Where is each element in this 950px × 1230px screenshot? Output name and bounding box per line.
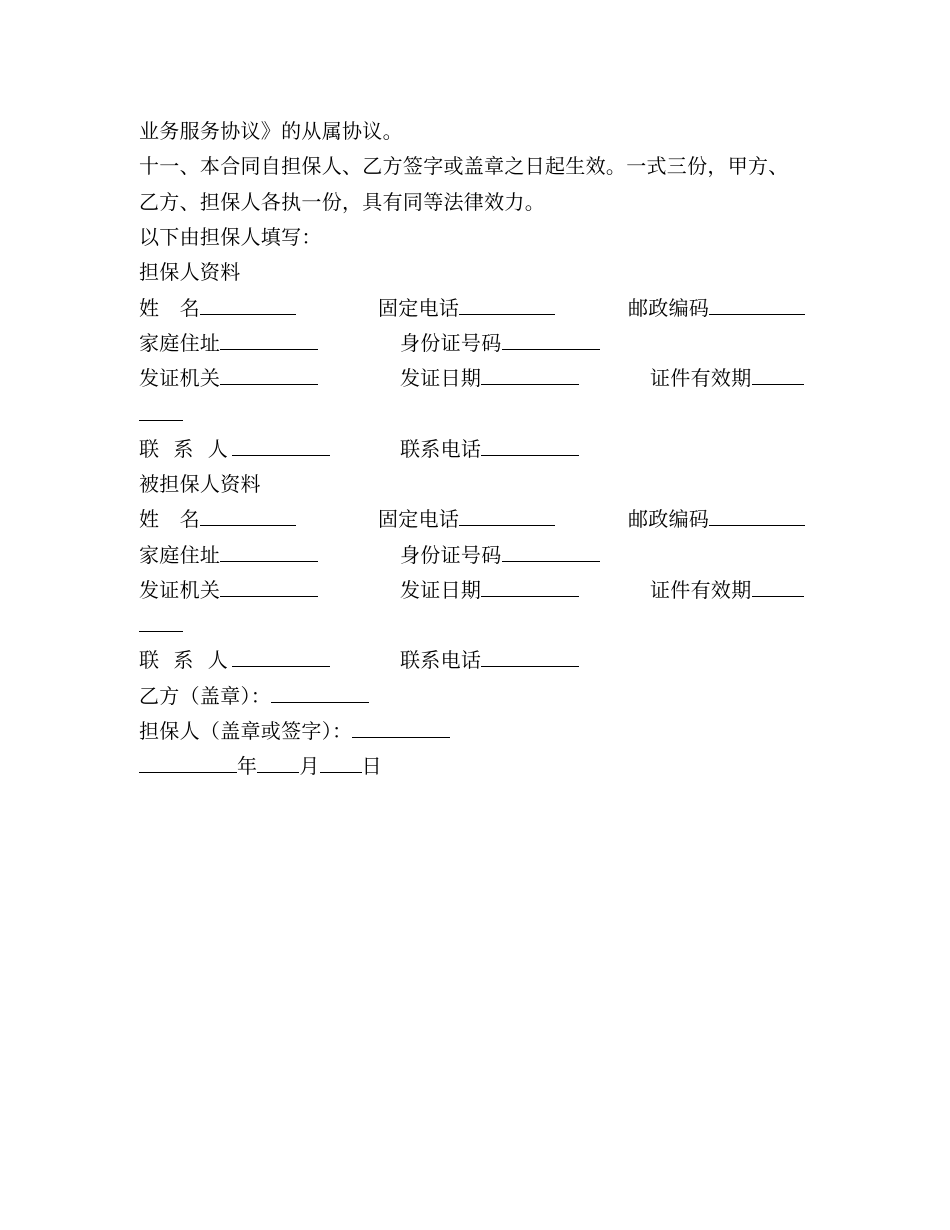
guarantor-id-blank[interactable]: [502, 331, 600, 350]
clause-11-line-1: [139, 154, 789, 178]
guarantor-name-field: [139, 296, 296, 320]
guaranteed-issuer-label: 发证机关: [139, 578, 221, 602]
guaranteed-contact-phone-blank[interactable]: [481, 648, 579, 667]
guarantor-postcode-field: [628, 296, 805, 320]
guarantor-heading-text: 担保人资料: [139, 260, 241, 284]
guarantor-validity-field: [650, 366, 804, 390]
guaranteed-validity-blank[interactable]: [752, 578, 804, 597]
guarantor-address-label: 家庭住址: [139, 331, 221, 355]
clause-11-line-2: [139, 190, 545, 214]
guaranteed-contact-phone-field: [400, 648, 579, 672]
guaranteed-heading-text: 被担保人资料: [139, 472, 261, 496]
guarantor-landline-field: [378, 296, 555, 320]
guaranteed-contact-field: [139, 648, 330, 672]
guarantor-issue-date-label: 发证日期: [400, 366, 482, 390]
guarantor-issuer-label: 发证机关: [139, 366, 221, 390]
guaranteed-validity-overflow: [139, 613, 183, 637]
guarantor-heading: [139, 260, 241, 284]
guaranteed-name-label: 姓 名: [139, 507, 200, 531]
guarantor-validity-blank-cont[interactable]: [139, 402, 183, 421]
guarantor-issuer-field: [139, 366, 318, 390]
clause-11-text-2: 乙方、担保人各执一份，具有同等法律效力。: [139, 190, 545, 214]
guaranteed-landline-field: [378, 507, 555, 531]
guaranteed-issuer-field: [139, 578, 318, 602]
continuation-text: 业务服务协议》的从属协议。: [139, 119, 403, 143]
guaranteed-validity-field: [650, 578, 804, 602]
guarantor-validity-overflow: [139, 402, 183, 426]
clause-11-text-1: 十一、本合同自担保人、乙方签字或盖章之日起生效。一式三份，甲方、: [139, 154, 789, 178]
guaranteed-postcode-label: 邮政编码: [628, 507, 710, 531]
guarantor-validity-blank[interactable]: [752, 366, 804, 385]
guarantor-postcode-blank[interactable]: [709, 296, 805, 315]
guarantor-address-blank[interactable]: [220, 331, 318, 350]
guarantor-sign-label: 担保人（盖章或签字）：: [139, 719, 353, 743]
guaranteed-validity-blank-cont[interactable]: [139, 613, 183, 632]
party-b-seal-label: 乙方（盖章）：: [139, 684, 272, 708]
guarantor-name-blank[interactable]: [200, 296, 296, 315]
date-month-label: 月: [299, 754, 320, 778]
guaranteed-contact-phone-label: 联系电话: [400, 648, 482, 672]
guarantor-sign-field: [139, 719, 450, 743]
guaranteed-name-field: [139, 507, 296, 531]
continuation-line: [139, 119, 403, 143]
guarantor-landline-blank[interactable]: [459, 296, 555, 315]
fill-note-text: 以下由担保人填写：: [139, 225, 322, 249]
guaranteed-id-field: [400, 543, 600, 567]
guaranteed-landline-label: 固定电话: [378, 507, 460, 531]
guaranteed-issue-date-blank[interactable]: [481, 578, 579, 597]
party-b-seal-blank[interactable]: [271, 684, 369, 703]
guarantor-landline-label: 固定电话: [378, 296, 460, 320]
guaranteed-address-blank[interactable]: [220, 543, 318, 562]
guaranteed-landline-blank[interactable]: [459, 507, 555, 526]
guarantor-name-label: 姓 名: [139, 296, 200, 320]
guaranteed-name-blank[interactable]: [200, 507, 296, 526]
fill-note: [139, 225, 322, 249]
guaranteed-contact-label: 联 系 人: [139, 648, 232, 672]
guaranteed-validity-label: 证件有效期: [650, 578, 752, 602]
guarantor-issuer-blank[interactable]: [220, 366, 318, 385]
guaranteed-heading: [139, 472, 261, 496]
guarantor-contact-phone-blank[interactable]: [481, 437, 579, 456]
date-month-blank[interactable]: [257, 754, 299, 773]
guarantor-contact-blank[interactable]: [232, 437, 330, 456]
guaranteed-issue-date-label: 发证日期: [400, 578, 482, 602]
guarantor-contact-phone-label: 联系电话: [400, 437, 482, 461]
date-year-blank[interactable]: [139, 754, 237, 773]
guarantor-sign-blank[interactable]: [352, 719, 450, 738]
date-year-label: 年: [237, 754, 258, 778]
party-b-seal-field: [139, 684, 369, 708]
guaranteed-id-label: 身份证号码: [400, 543, 502, 567]
guarantor-contact-phone-field: [400, 437, 579, 461]
guarantor-contact-label: 联 系 人: [139, 437, 232, 461]
guarantor-contact-field: [139, 437, 330, 461]
guaranteed-postcode-blank[interactable]: [709, 507, 805, 526]
date-day-blank[interactable]: [320, 754, 362, 773]
guarantor-id-field: [400, 331, 600, 355]
guaranteed-address-field: [139, 543, 318, 567]
guaranteed-address-label: 家庭住址: [139, 543, 221, 567]
guaranteed-issuer-blank[interactable]: [220, 578, 318, 597]
guarantor-address-field: [139, 331, 318, 355]
date-day-label: 日: [361, 754, 382, 778]
guaranteed-contact-blank[interactable]: [232, 648, 330, 667]
guarantor-issue-date-field: [400, 366, 579, 390]
guaranteed-issue-date-field: [400, 578, 579, 602]
guaranteed-postcode-field: [628, 507, 805, 531]
guarantor-postcode-label: 邮政编码: [628, 296, 710, 320]
guarantor-issue-date-blank[interactable]: [481, 366, 579, 385]
guarantor-validity-label: 证件有效期: [650, 366, 752, 390]
guaranteed-id-blank[interactable]: [502, 543, 600, 562]
date-line: [139, 754, 382, 778]
guarantor-id-label: 身份证号码: [400, 331, 502, 355]
